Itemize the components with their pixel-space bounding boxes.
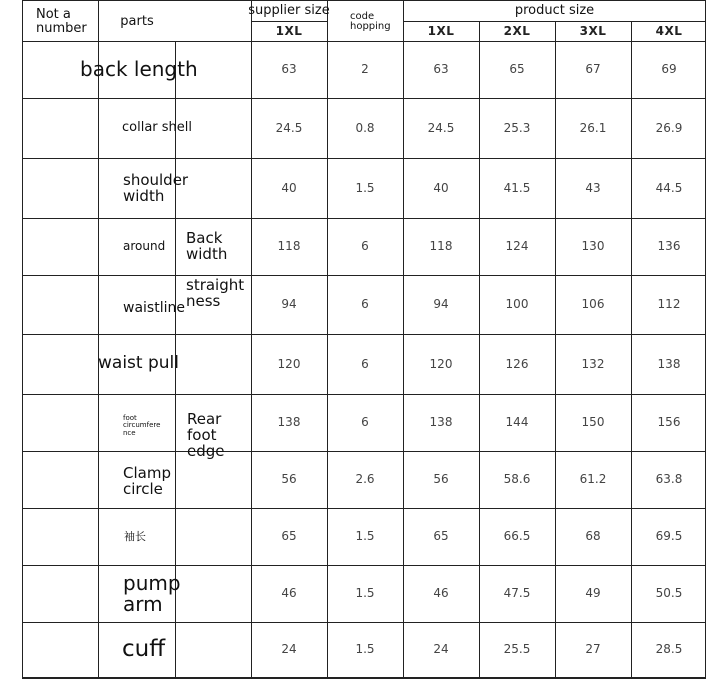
header-code-hopping: code hopping	[350, 10, 391, 32]
hop-value: 1.5	[355, 180, 375, 195]
size-value: 65	[509, 62, 525, 77]
supplier-value: 118	[277, 239, 301, 254]
sub-part-label: Rear foot edge	[187, 410, 225, 460]
size-value: 26.1	[579, 120, 607, 135]
size-value: 47.5	[503, 586, 531, 601]
size-value: 138	[429, 415, 453, 430]
header-supplier-size-value: 1XL	[275, 24, 303, 39]
size-value: 28.5	[655, 642, 683, 657]
size-value: 46	[433, 586, 449, 601]
part-label: waist pull	[98, 353, 179, 374]
hop-value: 1.5	[355, 586, 375, 601]
supplier-value: 56	[281, 472, 297, 487]
size-value: 94	[433, 297, 449, 312]
hop-value: 6	[361, 415, 369, 430]
size-value: 58.6	[503, 472, 531, 487]
supplier-value: 94	[281, 297, 297, 312]
sub-part-label: straight ness	[186, 276, 245, 310]
size-value: 138	[657, 356, 681, 371]
size-value: 126	[505, 356, 529, 371]
size-value: 40	[433, 180, 449, 195]
size-value: 24.5	[427, 120, 455, 135]
size-value: 61.2	[579, 472, 607, 487]
size-value: 44.5	[655, 180, 683, 195]
size-value: 136	[657, 239, 681, 254]
part-label: shoulder width	[123, 171, 189, 205]
size-value: 66.5	[503, 529, 531, 544]
header-product-size-2xl: 2XL	[503, 24, 531, 39]
hop-value: 0.8	[355, 120, 375, 135]
part-label: 袖长	[124, 529, 146, 543]
size-value: 132	[581, 356, 605, 371]
size-value: 63	[433, 62, 449, 77]
part-label: pump arm	[123, 571, 181, 616]
supplier-value: 40	[281, 180, 297, 195]
supplier-value: 120	[277, 356, 301, 371]
size-value: 67	[585, 62, 601, 77]
size-value: 43	[585, 180, 601, 195]
size-chart-table	[22, 0, 706, 680]
sub-part-label: Back width	[186, 228, 228, 263]
size-value: 41.5	[503, 180, 531, 195]
hop-value: 6	[361, 356, 369, 371]
header-not-a-number: Not a number	[36, 6, 87, 36]
hop-value: 6	[361, 297, 369, 312]
size-value: 25.3	[503, 120, 531, 135]
hop-value: 1.5	[355, 642, 375, 657]
size-value: 156	[657, 415, 681, 430]
size-value: 27	[585, 642, 601, 657]
part-label: around	[123, 239, 166, 254]
part-label: back length	[80, 57, 198, 81]
size-value: 63.8	[655, 472, 683, 487]
supplier-value: 63	[281, 62, 297, 77]
size-value: 26.9	[655, 120, 683, 135]
size-value: 144	[505, 415, 529, 430]
size-value: 124	[505, 239, 529, 254]
supplier-value: 24.5	[275, 120, 303, 135]
size-value: 100	[505, 297, 529, 312]
size-value: 69.5	[655, 529, 683, 544]
supplier-value: 65	[281, 529, 297, 544]
size-value: 112	[657, 297, 681, 312]
part-label: collar shell	[122, 120, 193, 136]
size-value: 65	[433, 529, 449, 544]
hop-value: 6	[361, 239, 369, 254]
size-value: 25.5	[503, 642, 531, 657]
size-value: 120	[429, 356, 453, 371]
size-value: 24	[433, 642, 449, 657]
size-value: 49	[585, 586, 601, 601]
hop-value: 1.5	[355, 529, 375, 544]
hop-value: 2.6	[355, 472, 375, 487]
size-value: 68	[585, 529, 601, 544]
size-value: 50.5	[655, 586, 683, 601]
size-value: 56	[433, 472, 449, 487]
supplier-value: 138	[277, 415, 301, 430]
part-label: cuff	[122, 636, 166, 663]
size-value: 118	[429, 239, 453, 254]
part-label: waistline	[123, 299, 185, 316]
size-value: 150	[581, 415, 605, 430]
header-parts: parts	[120, 13, 154, 29]
supplier-value: 46	[281, 586, 297, 601]
header-product-size: product size	[514, 3, 595, 19]
header-product-size-1xl: 1XL	[427, 24, 455, 39]
size-value: 130	[581, 239, 605, 254]
supplier-value: 24	[281, 642, 297, 657]
rule	[22, 0, 23, 679]
header-supplier-size: supplier size	[248, 3, 330, 19]
header-product-size-4xl: 4XL	[655, 24, 683, 39]
hop-value: 2	[361, 62, 369, 77]
size-value: 69	[661, 62, 677, 77]
size-value: 106	[581, 297, 605, 312]
part-label: foot circumfere nce	[123, 413, 161, 437]
header-product-size-3xl: 3XL	[579, 24, 607, 39]
rule	[22, 677, 706, 679]
part-label: Clamp circle	[123, 464, 171, 498]
